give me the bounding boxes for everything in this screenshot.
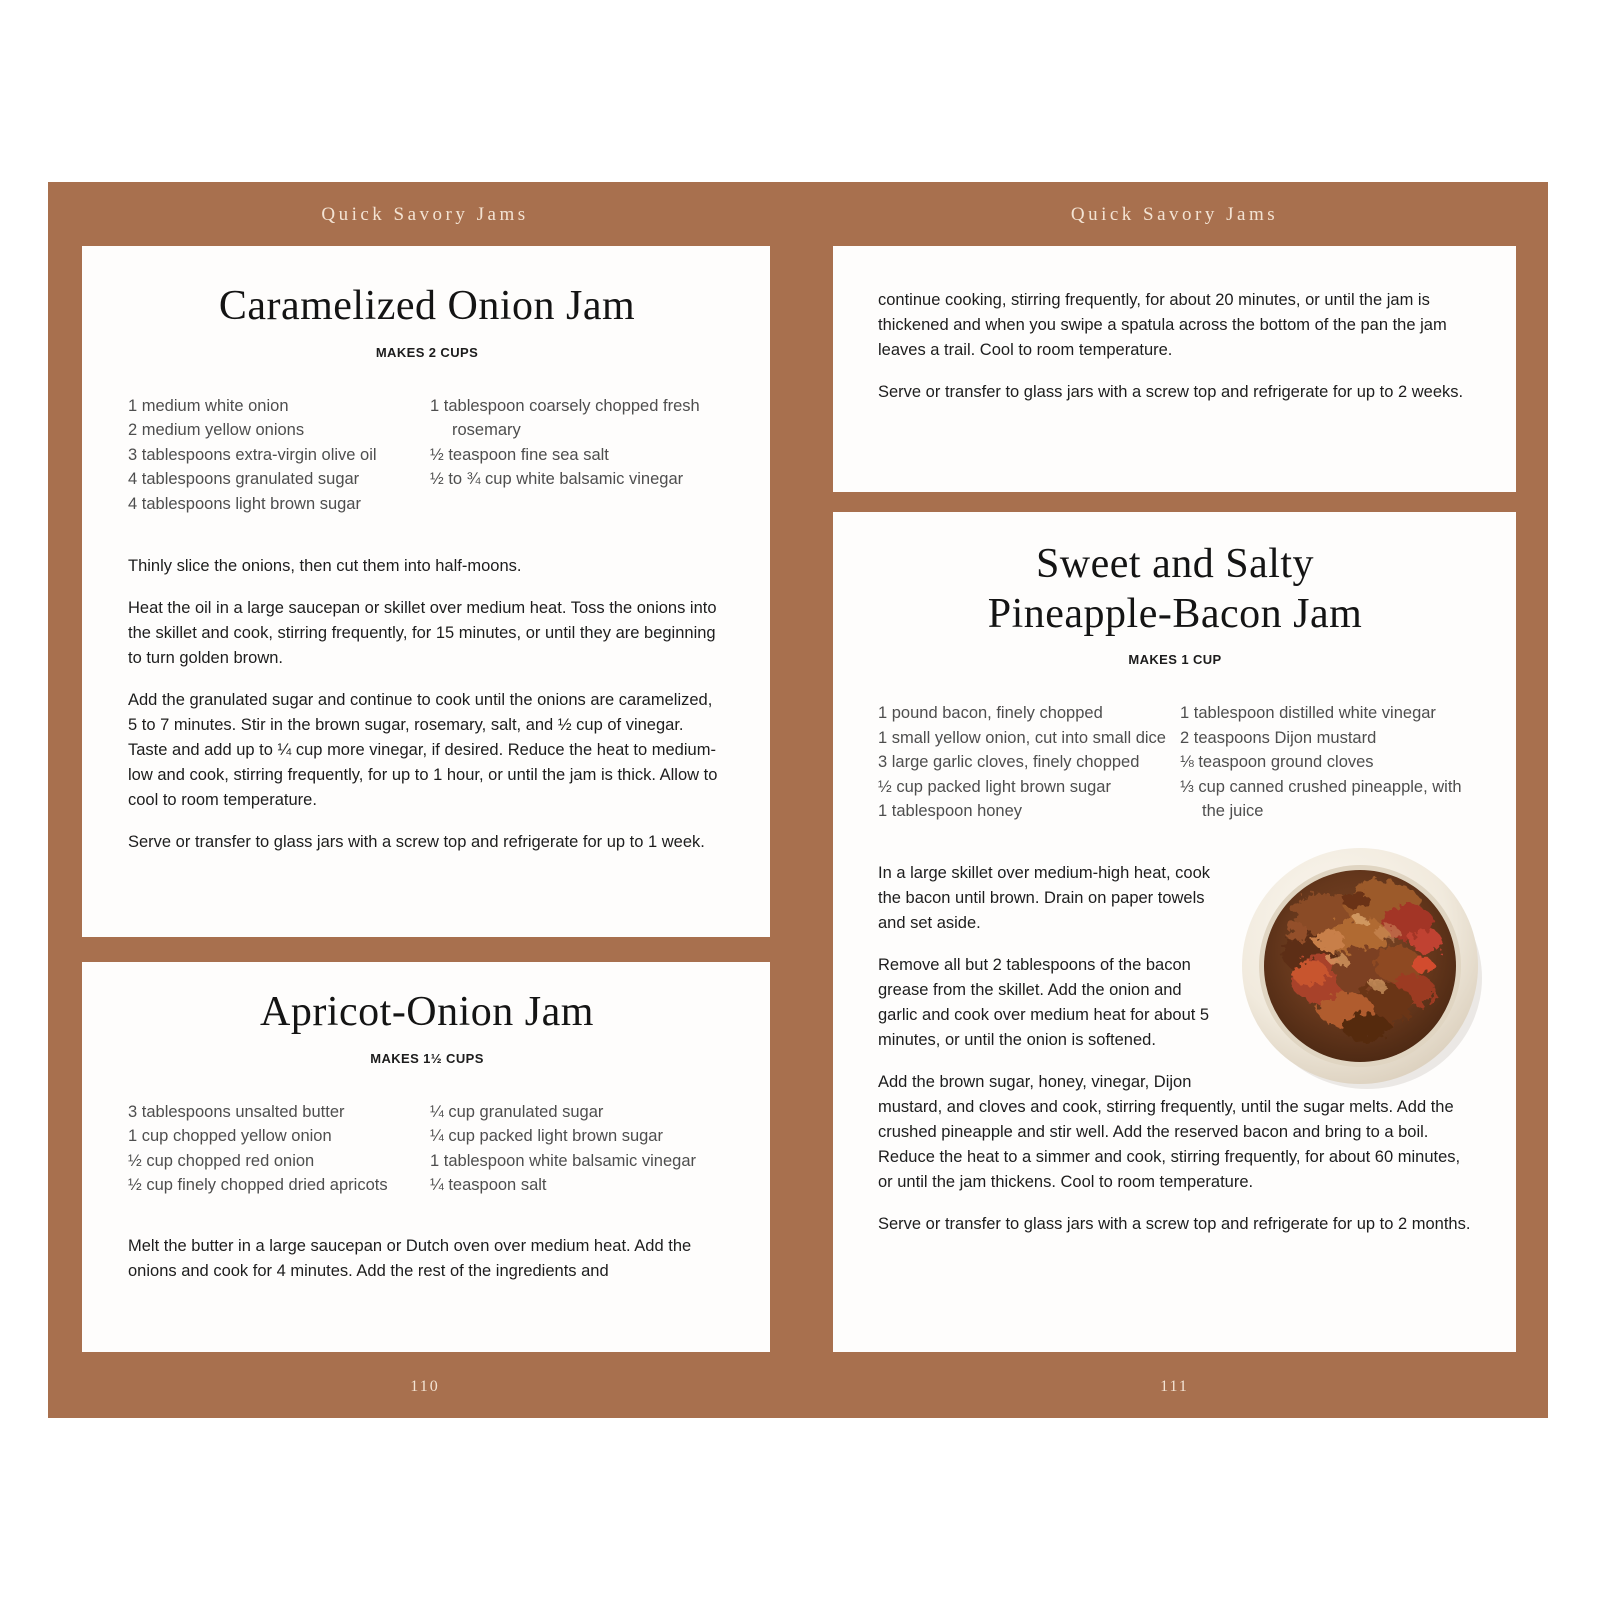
ingredient: 4 tablespoons granulated sugar [128,470,360,489]
instruction-paragraph: Serve or transfer to glass jars with a screw top and refrigerate for up to 2 weeks. [878,383,1464,401]
recipe-title: Caramelized Onion Jam [218,283,636,329]
ingredient: 2 medium yellow onions [128,421,305,440]
page-number-right: 111 [1160,1378,1189,1395]
ingredient-column-1 [878,701,1180,824]
ingredient: ¼ cup packed light brown sugar [430,1127,663,1146]
instructions [128,1234,726,1284]
ingredient: ½ cup chopped red onion [128,1151,315,1170]
recipe-yield: MAKES 1½ CUPS [370,1050,484,1066]
ingredient: ⅓ cup canned crushed pineapple, with the juice [1180,777,1462,821]
ingredient: 1 cup chopped yellow onion [128,1127,332,1146]
instruction-paragraph: continue cooking, stirring frequently, for about 20 minutes, or until the jam is thickened and when you swipe a spatula across the bottom of the pan the jam leaves a trail. Cool to room temperature. [878,291,1447,359]
running-head-left: Quick Savory Jams [321,204,529,225]
instruction-paragraph: Thinly slice the onions, then cut them into half-moons. [128,557,522,576]
ingredient-list [128,394,726,517]
recipe-card-caramelized-onion-jam [82,246,770,937]
bacon-jam-bowl-illustration [1238,845,1482,1089]
page-number-left: 110 [410,1378,440,1395]
ingredient: 2 teaspoons Dijon mustard [1180,728,1377,747]
recipe-card-pineapple-bacon-jam [833,512,1516,1352]
recipe-yield: MAKES 1 CUP [1128,652,1222,668]
ingredient: 1 tablespoon honey [878,802,1023,821]
ingredient: ¼ cup granulated sugar [430,1102,604,1121]
ingredient: 4 tablespoons light brown sugar [128,494,361,513]
ingredient: 1 medium white onion [128,396,289,415]
recipe-continuation-card [833,246,1516,492]
ingredient: ½ teaspoon fine sea salt [430,445,609,464]
instruction-paragraph: Heat the oil in a large saucepan or skillet over medium heat. Toss the onions into the skillet and cook, stirring frequently, for 15 minutes, or until they are beginning to turn golden brown. [128,599,717,668]
ingredient-column-1 [128,1100,430,1198]
ingredient-column-2 [430,394,726,517]
ingredient: 1 small yellow onion, cut into small dice [878,728,1166,747]
instruction-paragraph: Add the brown sugar, honey, vinegar, Dijon mustard, and cloves and cook, stirring frequently, until the sugar melts. Add the crushed pineapple and stir well. Add the reserved bacon and bring to a boil. Reduce the heat to a simmer and cook, stirring frequently, for about 60 minutes, or until the jam thickens. Cool to room temperature. [878,1072,1461,1191]
recipe-yield: MAKES 2 CUPS [375,344,479,360]
ingredient-list [878,701,1472,824]
ingredient-column-1 [128,394,430,517]
ingredient-column-2 [430,1100,726,1198]
ingredient: ½ to ¾ cup white balsamic vinegar [430,470,684,489]
recipe-title [878,540,1472,639]
ingredient: 1 tablespoon white balsamic vinegar [430,1151,696,1170]
ingredient: ½ cup packed light brown sugar [878,777,1111,796]
ingredient: 3 tablespoons extra-virgin olive oil [128,445,377,464]
spread-background [48,182,1548,1418]
instructions [128,554,726,855]
ingredient-list [128,1100,726,1198]
ingredient: 1 tablespoon distilled white vinegar [1180,704,1436,723]
ingredient-column-2 [1180,701,1472,824]
ingredient: ½ cup finely chopped dried apricots [128,1176,388,1195]
instruction-paragraph: In a large skillet over medium-high heat, cook the bacon until brown. Drain on paper towels and set aside. [878,863,1210,932]
recipe-card-apricot-onion-jam [82,962,770,1352]
instruction-paragraph: Add the granulated sugar and continue to cook until the onions are caramelized, 5 to 7 minutes. Stir in the brown sugar, rosemary, salt, and ½ cup of vinegar. Taste and add up to ¼ cup more vinegar, if desired. Reduce the heat to medium-low and cook, stirring frequently, for up to 1 hour, or until the jam is thick. Allow to cool to room temperature. [128,691,718,810]
ingredient: 1 pound bacon, finely chopped [878,704,1103,723]
instruction-paragraph: Serve or transfer to glass jars with a screw top and refrigerate for up to 1 week. [128,833,705,852]
instruction-paragraph: Serve or transfer to glass jars with a screw top and refrigerate for up to 2 months. [878,1214,1471,1233]
recipe-title: Apricot-Onion Jam [260,989,594,1035]
ingredient: 3 tablespoons unsalted butter [128,1102,345,1121]
ingredient: ¼ teaspoon salt [430,1176,547,1195]
instruction-paragraph: Remove all but 2 tablespoons of the bacon grease from the skillet. Add the onion and garlic and cook over medium heat for about 5 minutes, or until the onion is softened. [878,955,1210,1049]
ingredient: 3 large garlic cloves, finely chopped [878,753,1140,772]
running-head-right: Quick Savory Jams [1070,204,1279,225]
recipe-title-line-1: Sweet and Salty [1035,541,1315,587]
ingredient: ⅛ teaspoon ground cloves [1180,753,1374,772]
instructions [878,288,1472,405]
recipe-title-line-2: Pineapple-Bacon Jam [987,590,1363,637]
bacon-jam-bowl-photo [1238,845,1482,1089]
ingredient: 1 tablespoon coarsely chopped fresh rosemary [430,396,700,440]
instruction-paragraph: Melt the butter in a large saucepan or Dutch oven over medium heat. Add the onions and cook for 4 minutes. Add the rest of the ingredients and [128,1236,692,1280]
